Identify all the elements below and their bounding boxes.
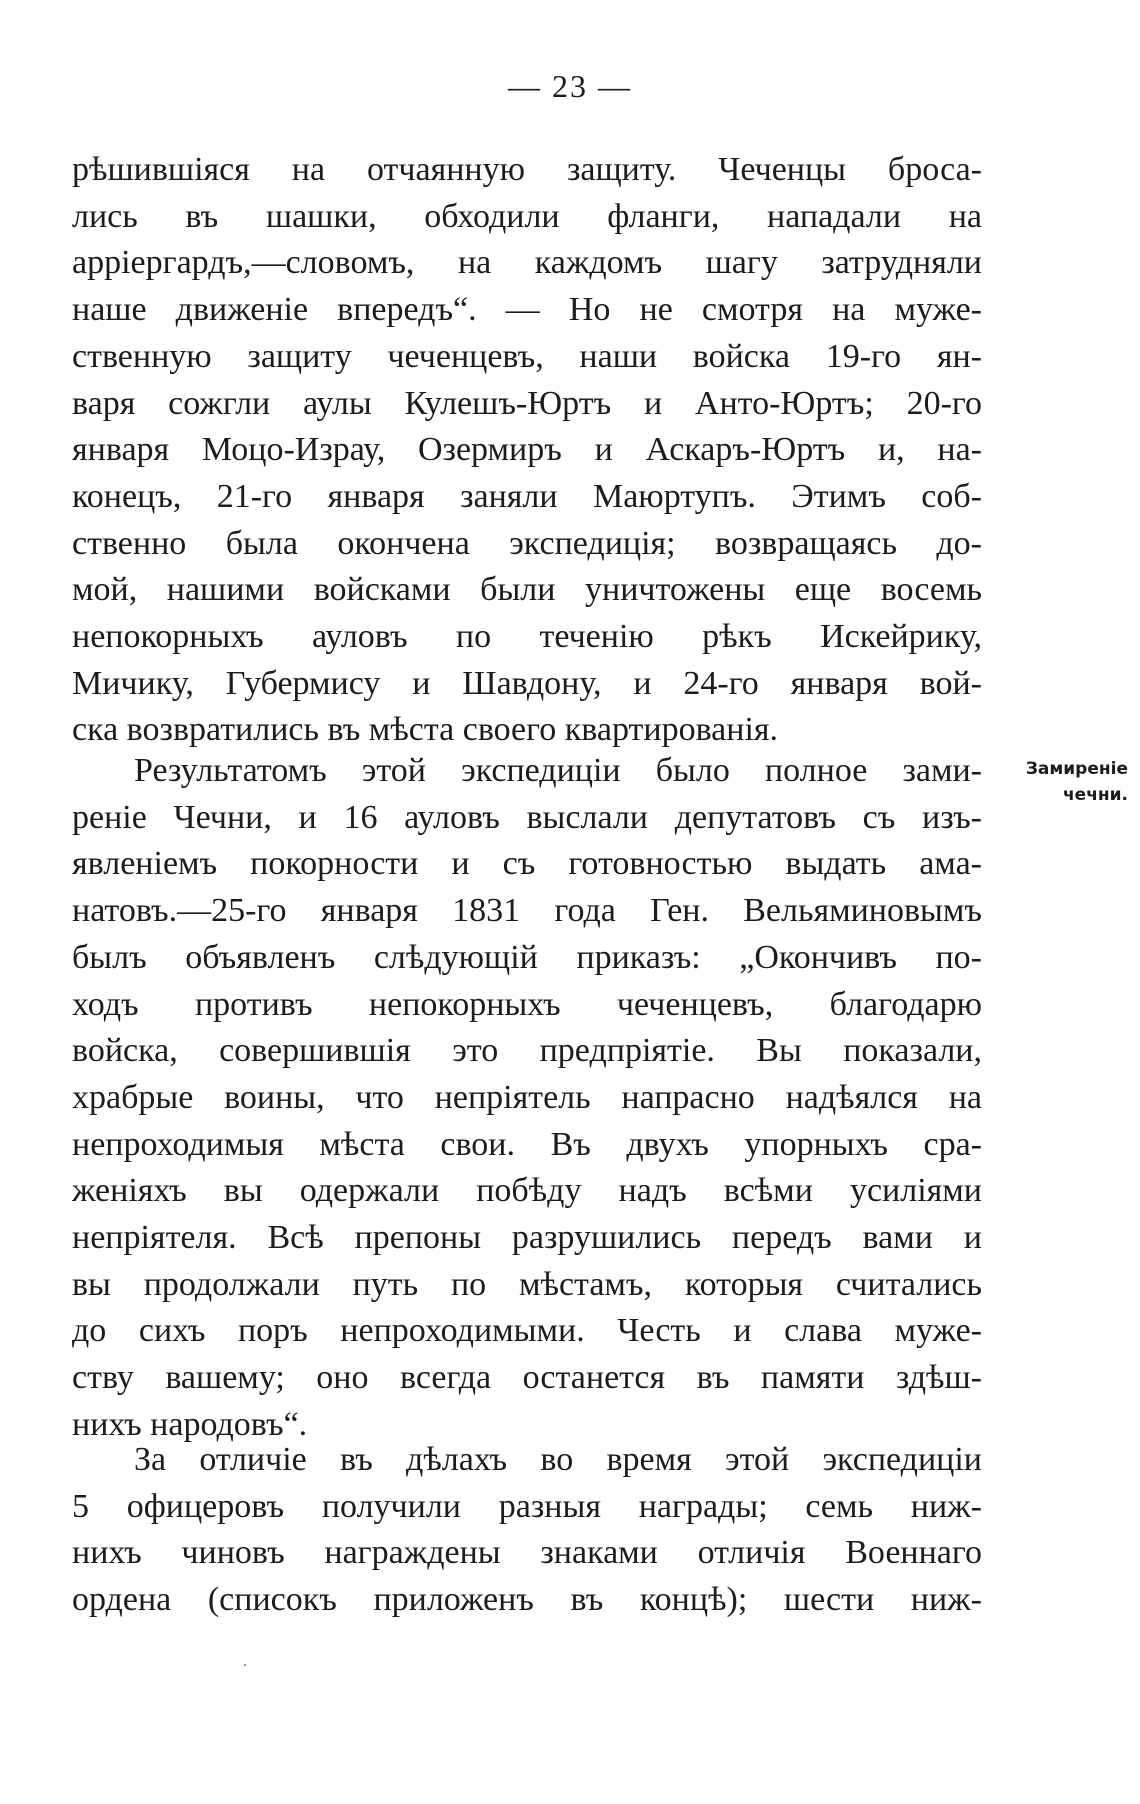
- paragraph-3: [72, 1437, 982, 1624]
- text-line: вы продолжали путь по мѣстамъ, которыя считались: [72, 1265, 982, 1303]
- text-line: ственно была окончена экспедиція; возвращаясь до-: [72, 524, 982, 562]
- text-line: непріятеля. Всѣ препоны разрушились передъ вами и: [72, 1219, 982, 1257]
- text-line: ственную защиту чеченцевъ, наши войска 19-го ян-: [72, 337, 982, 375]
- text-line: явленіемъ покорности и съ готовностью выдать ама-: [72, 845, 982, 883]
- text-line: 5 офицеровъ получили разныя награды; семь ниж-: [72, 1487, 982, 1525]
- text-line: ордена (списокъ приложенъ въ концѣ); шести ниж-: [72, 1581, 982, 1619]
- page-number: — 23 —: [508, 68, 632, 104]
- text-line: варя сожгли аулы Кулешъ-Юртъ и Анто-Юртъ; 20-го: [72, 384, 982, 422]
- text-line: до сихъ поръ непроходимыми. Честь и слава муже-: [72, 1312, 982, 1350]
- text-line: непроходимыя мѣста свои. Въ двухъ упорныхъ сра-: [72, 1125, 982, 1163]
- text-line: женіяхъ вы одержали побѣду надъ всѣми усиліями: [72, 1172, 982, 1210]
- text-line: реніе Чечни, и 16 ауловъ выслали депутатовъ съ изъ-: [72, 798, 982, 836]
- text-line: рѣшившіяся на отчаянную защиту. Чеченцы броса-: [72, 151, 982, 188]
- text-line: мой, нашими войсками были уничтожены еще восемь: [72, 571, 982, 609]
- text-line: непокорныхъ ауловъ по теченію рѣкъ Искейрику,: [72, 618, 982, 656]
- text-line: наше движеніе впередъ“. — Но не смотря на муже-: [72, 291, 982, 329]
- text-line: ству вашему; оно всегда останется въ памяти здѣш-: [72, 1359, 982, 1397]
- margin-note: [1004, 756, 1128, 808]
- text-line: ска возвратились въ мѣста своего квартированія.: [72, 711, 779, 749]
- paragraph-1: [72, 147, 982, 754]
- paragraph-2: [72, 748, 982, 1449]
- text-line: былъ объявленъ слѣдующій приказъ: „Окончивъ по-: [72, 938, 982, 976]
- text-line: арріергардъ,—словомъ, на каждомъ шагу затрудняли: [72, 244, 982, 282]
- text-line: храбрые воины, что непріятель напрасно надѣялся на: [72, 1078, 982, 1116]
- print-speck: [244, 1664, 246, 1666]
- text-line: нихъ чиновъ награждены знаками отличія Военнаго: [72, 1534, 982, 1572]
- text-line: ходъ противъ непокорныхъ чеченцевъ, благодарю: [72, 985, 982, 1023]
- text-line: конецъ, 21-го января заняли Маюртупъ. Этимъ соб-: [72, 477, 982, 515]
- text-line: нихъ народовъ“.: [72, 1405, 308, 1443]
- text-line: лись въ шашки, обходили фланги, нападали на: [72, 197, 982, 235]
- text-line: Результатомъ этой экспедиціи было полное зами-: [134, 752, 982, 789]
- text-line: За отличіе въ дѣлахъ во время этой экспедиціи: [134, 1441, 982, 1478]
- text-line: Мичику, Губермису и Шавдону, и 24-го января вой-: [72, 664, 982, 702]
- margin-note-line: Замиреніе: [1025, 759, 1128, 779]
- text-line: января Моцо-Израу, Озермиръ и Аскаръ-Юртъ и, на-: [72, 431, 982, 469]
- text-line: войска, совершившія это предпріятіе. Вы показали,: [72, 1032, 982, 1070]
- text-line: натовъ.—25-го января 1831 года Ген. Вельяминовымъ: [72, 892, 982, 930]
- margin-note-line: чечни.: [1063, 785, 1128, 805]
